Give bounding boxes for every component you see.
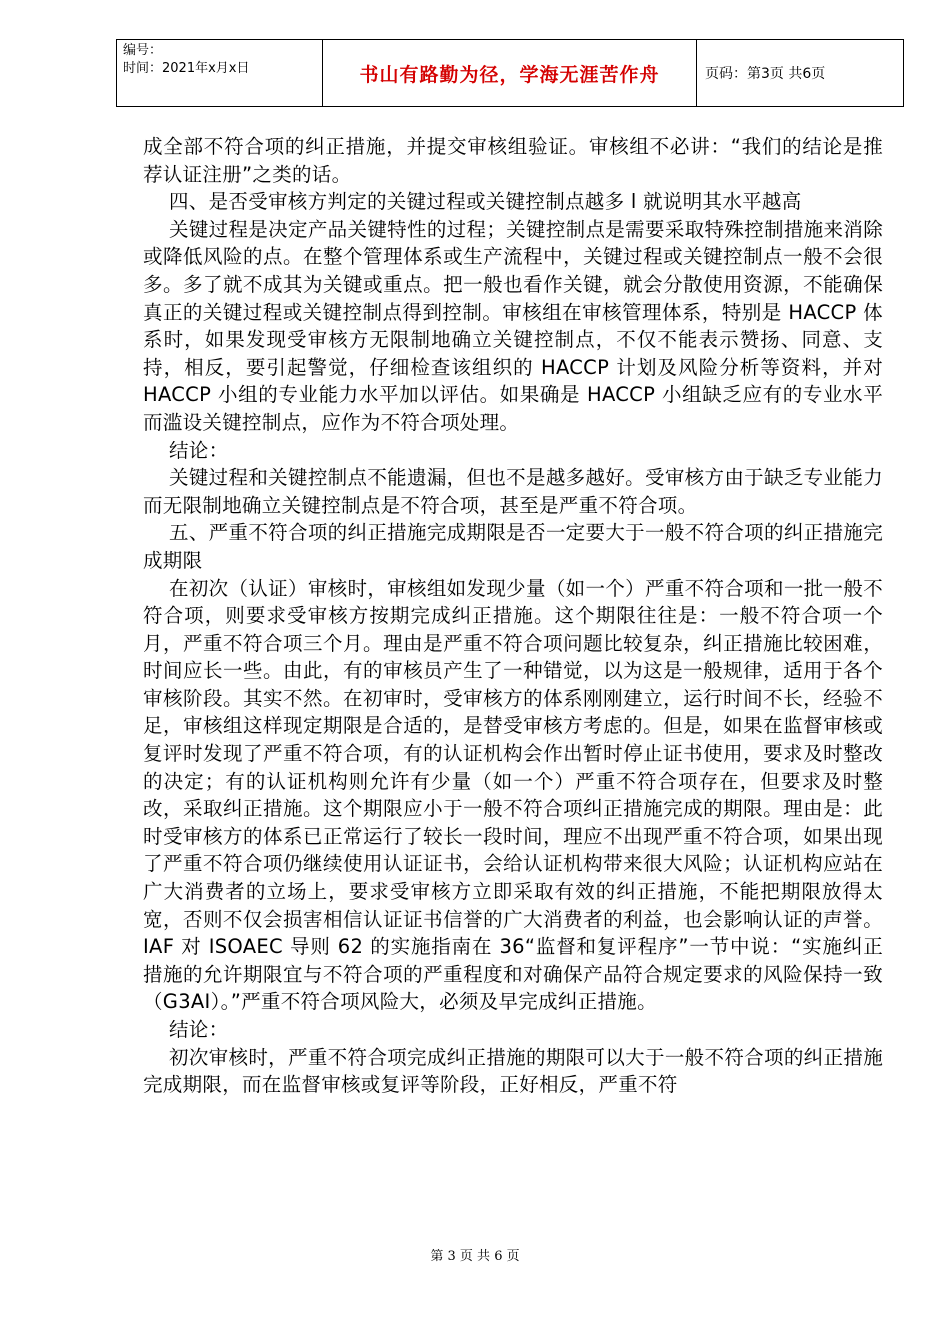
- time-label: 时间：2021年x月x日: [123, 61, 250, 76]
- paragraph: 在初次（认证）审核时，审核组如发现少量（如一个）严重不符合项和一批一般不符合项，则要求受审核方按期完成纠正措施。这个期限往往是：一般不符合项一个月，严重不符合项三个月。理由是严重不符合项问题比较复杂，纠正措施比较困难，时间应长一些。由此，有的审核员产生了一种错觉，以为这是一般规律，适用于各个审核阶段。其实不然。在初审时，受审核方的体系刚刚建立，运行时间不长，经验不足，审核组这样现定期限是合适的，是替受审核方考虑的。但是，如果在监督审核或复评时发现了严重不符合项，有的认证机构会作出暂时停止证书使用，要求及时整改的决定；有的认证机构则允许有少量（如一个）严重不符合项存在，但要求及时整改，采取纠正措施。这个期限应小于一般不符合项纠正措施完成的期限。理由是：此时受审核方的体系已正常运行了较长一段时间，理应不出现严重不符合项，如果出现了严重不符合项仍继续使用认证证书，会给认证机构带来很大风险；认证机构应站在广大消费者的立场上，要求受审核方立即采取有效的纠正措施，不能把期限放得太宽，否则不仅会损害相信认证证书信誉的广大消费者的利益，也会影响认证的声誉。IAF 对 ISOAEC 导则 62 的实施指南在 36“监督和复评程序”一节中说：“实施纠正措施的允许期限宜与不符合项的严重程度和对确保产品符合规定要求的风险保持一致（G3AI）。”严重不符合项风险大，必须及早完成纠正措施。: [143, 576, 883, 1014]
- document-body: [143, 133, 883, 1099]
- paragraph: 成全部不符合项的纠正措施，并提交审核组验证。审核组不必讲：“我们的结论是推荐认证注册”之类的话。: [143, 135, 883, 186]
- conclusion-label: 结论：: [169, 1018, 229, 1041]
- header-motto-cell: [323, 40, 697, 107]
- section-heading: 四、是否受审核方判定的关键过程或关键控制点越多 l 就说明其水平越高: [169, 190, 802, 214]
- motto-text: 书山有路勤为径，学海无涯苦作舟: [359, 63, 660, 86]
- page-header: [116, 39, 904, 107]
- section-heading: 五、严重不符合项的纠正措施完成期限是否一定要大于一般不符合项的纠正措施完成期限: [143, 521, 883, 572]
- page-footer: 第 3 页 共 6 页: [430, 1249, 520, 1264]
- conclusion-label: 结论：: [169, 438, 229, 462]
- header-meta: [117, 40, 323, 107]
- paragraph: 初次审核时，严重不符合项完成纠正措施的期限可以大于一般不符合项的纠正措施完成期限，而在监督审核或复评等阶段，正好相反，严重不符: [143, 1045, 883, 1097]
- paragraph: 关键过程和关键控制点不能遗漏，但也不是越多越好。受审核方由于缺乏专业能力而无限制地确立关键控制点是不符合项，甚至是严重不符合项。: [143, 466, 883, 517]
- header-page-label: 页码：第3页 共6页: [697, 40, 904, 107]
- number-label: 编号：: [123, 43, 163, 58]
- paragraph: 关键过程是决定产品关键特性的过程；关键控制点是需要采取特殊控制措施来消除或降低风险的点。在整个管理体系或生产流程中，关键过程或关键控制点一般不会很多。多了就不成其为关键或重点。把一般也看作关键，就会分散使用资源，不能确保真正的关键过程或关键控制点得到控制。审核组在审核管理体系，特别是 HACCP 体系时，如果发现受审核方无限制地确立关键控制点，不仅不能表示赞扬、同意、支持，相反，要引起警觉，仔细检查该组织的 HACCP 计划及风险分析等资料，并对 HACCP 小组的专业能力水平加以评估。如果确是 HACCP 小组缺乏应有的专业水平而滥设关键控制点，应作为不符合项处理。: [143, 217, 883, 434]
